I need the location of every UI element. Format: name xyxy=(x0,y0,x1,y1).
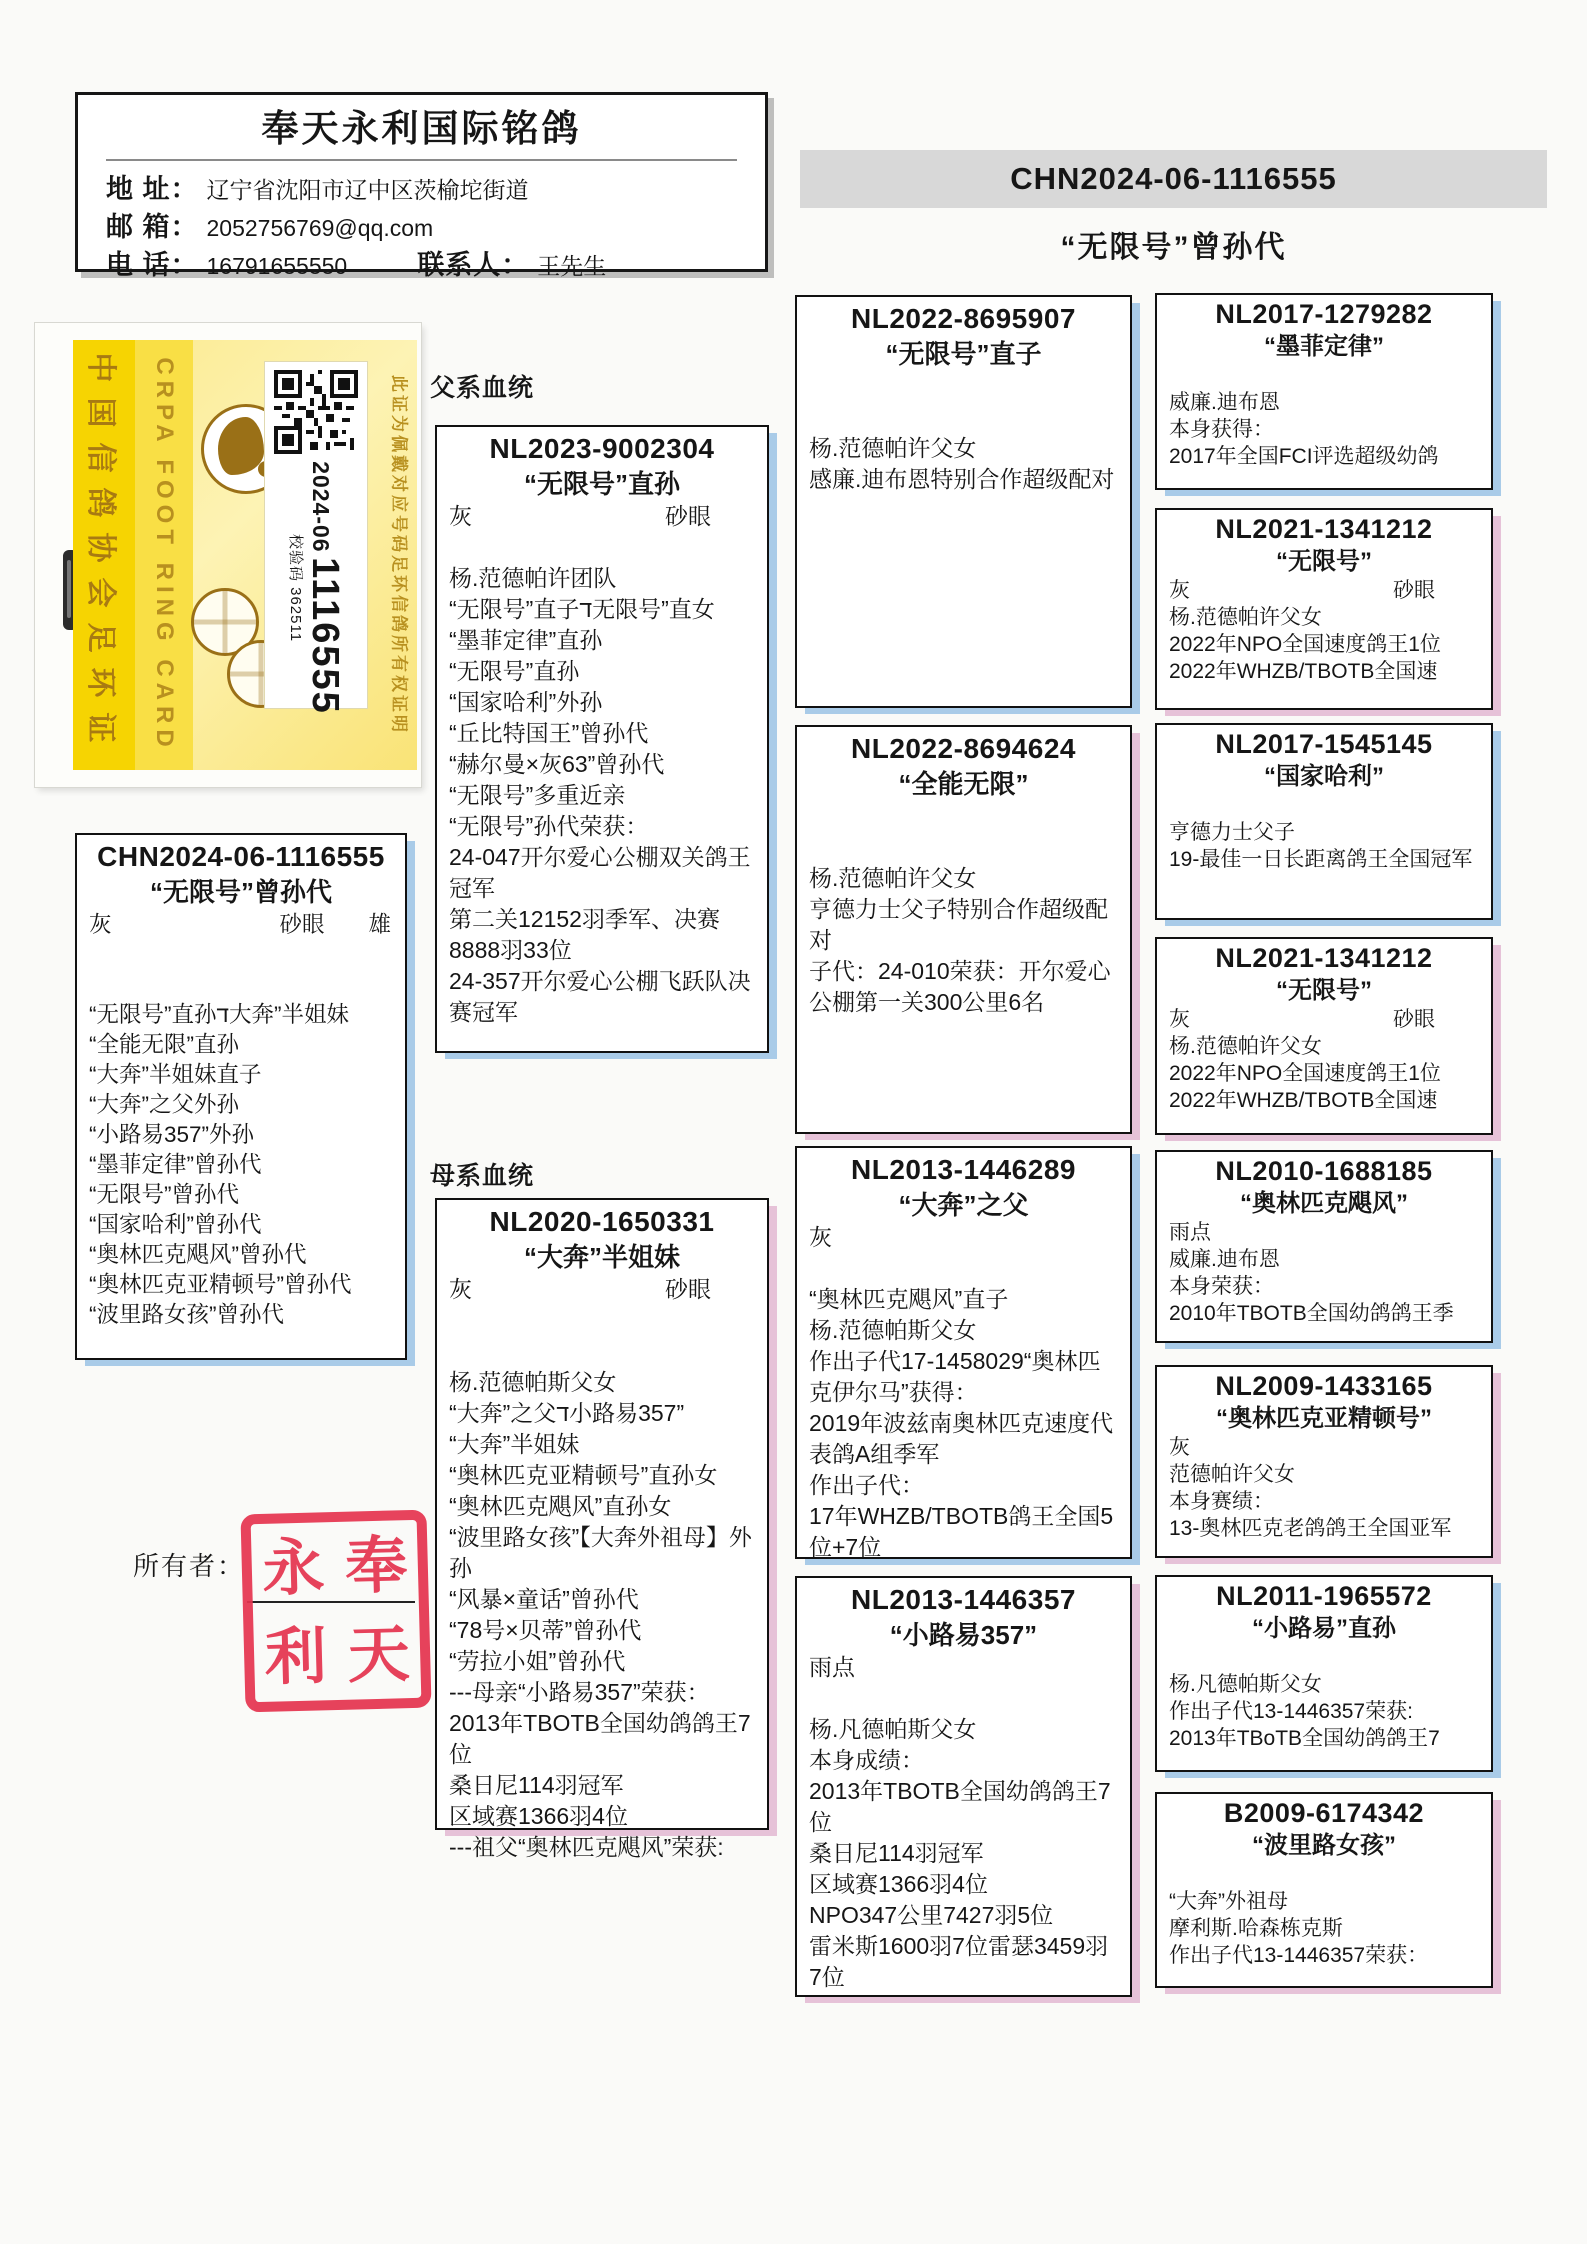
ring-number-strip xyxy=(265,362,367,715)
ggp8-name: “波里路女孩” xyxy=(1252,1832,1396,1859)
pedigree-line: 杨.凡德帕斯父女 xyxy=(809,1716,977,1742)
pedigree-line: “波里路女孩”【大奔外祖母】外孙 xyxy=(449,1524,752,1581)
owner-label: 所有者： xyxy=(133,1551,246,1581)
card-title-text: CRPA FOOT RING CARD xyxy=(151,357,178,753)
pedigree-line: “奥林匹克亚精顿号”曾孙代 xyxy=(89,1272,352,1297)
great-grandparent-box-7 xyxy=(1155,1575,1493,1772)
foot-ring-card xyxy=(35,323,421,787)
ownership-note-band xyxy=(381,340,421,770)
great-grandparent-box-1 xyxy=(1155,293,1493,490)
pedigree-line: 本身获得： xyxy=(1169,418,1274,441)
ggp2-color: 灰 xyxy=(1169,579,1190,602)
card-title-band xyxy=(135,340,193,770)
ownership-note-text: 此证为佩戴对应号码足环信鸽所有权证明 xyxy=(389,375,409,735)
pedigree-line: “大奔”半姐妹 xyxy=(449,1431,580,1457)
pedigree-line: 子代：24-010荣获：开尔爱心公棚第一关300公里6名 xyxy=(809,958,1111,1015)
mother-box xyxy=(435,1198,769,1860)
pedigree-line: 区域赛1366羽4位 xyxy=(449,1803,628,1829)
gp2-ring-number: NL2022-8694624 xyxy=(851,733,1076,764)
grandparent-box-2 xyxy=(795,725,1132,1134)
pedigree-line: 桑日尼114羽冠军 xyxy=(809,1840,984,1866)
ggp6-lines xyxy=(1169,1434,1479,1542)
pedigree-line: 感廉.迪布恩特别合作超级配对 xyxy=(809,466,1115,492)
email-label: 邮 箱： xyxy=(106,212,199,242)
pedigree-line: “大奔”之父外孙 xyxy=(89,1092,239,1117)
subject-sex: 雄 xyxy=(368,912,391,937)
pedigree-line: 杨.范德帕许父女 xyxy=(809,435,977,461)
ggp5-name: “奥林匹克飓风” xyxy=(1240,1190,1408,1217)
foot-ring-card-face xyxy=(73,340,417,770)
subject-color: 灰 xyxy=(89,912,112,937)
seal-char: 天 xyxy=(346,1616,411,1692)
ggp3-ring-number: NL2017-1545145 xyxy=(1215,729,1433,759)
subject-ring-number: CHN2024-06-1116555 xyxy=(97,841,385,872)
pedigree-line: 杨.凡德帕斯父女 xyxy=(1169,1673,1322,1696)
loft-seal-stamp xyxy=(240,1510,431,1713)
pedigree-line: 13-奥林匹克老鸽鸽王全国亚军 xyxy=(1169,1517,1452,1540)
ggp2-lines xyxy=(1169,604,1479,685)
ring-year-code: 2024-06 xyxy=(308,461,335,553)
ggp5-ring-number: NL2010-1688185 xyxy=(1215,1156,1433,1186)
pedigree-line xyxy=(809,801,1118,832)
gp2-lines xyxy=(809,801,1118,1018)
grandparent-box-4 xyxy=(795,1576,1132,1997)
pedigree-line: “丘比特国王”曾孙代 xyxy=(449,720,649,746)
pedigree-line: 杨.范德帕许父女 xyxy=(809,865,977,891)
pedigree-line: 17年WHZB/TBOTB鸽王全国5位+7位 xyxy=(809,1503,1114,1560)
pedigree-line: ---母亲“小路易357”荣获： xyxy=(449,1679,710,1705)
pedigree-line: 杨.范德帕许父女 xyxy=(1169,1035,1322,1058)
mother-color: 灰 xyxy=(449,1276,472,1302)
pedigree-line: “全能无限”直孙 xyxy=(89,1032,239,1057)
pedigree-line: “国家哈利”曾孙代 xyxy=(89,1212,262,1237)
seal-char: 利 xyxy=(263,1618,328,1694)
gp4-ring-number: NL2013-1446357 xyxy=(851,1584,1076,1615)
pedigree-line: 桑日尼114羽冠军 xyxy=(449,1772,624,1798)
seal-char: 奉 xyxy=(344,1527,409,1603)
gp1-lines xyxy=(809,371,1118,495)
ggp8-ring-number: B2009-6174342 xyxy=(1223,1798,1425,1828)
father-ring-number: NL2023-9002304 xyxy=(489,433,715,464)
pedigree-line: “国家哈利”外孙 xyxy=(449,689,603,715)
pedigree-line xyxy=(89,970,393,1000)
pedigree-line: 区域赛1366羽4位 xyxy=(809,1871,988,1897)
ring-number-rotated xyxy=(287,461,345,715)
pedigree-line: 2013年TBOTB全国幼鸽鸽王7位 xyxy=(809,1778,1111,1835)
pedigree-line: 2013年TBoTB全国幼鸽鸽王7 xyxy=(1169,1727,1440,1750)
gp3-name: “大奔”之父 xyxy=(898,1190,1029,1220)
mother-eye: 砂眼 xyxy=(665,1276,711,1302)
pedigree-line: 杨.范德帕许团队 xyxy=(449,565,617,591)
gp2-name: “全能无限” xyxy=(898,769,1029,799)
pedigree-line: “无限号”直孙 xyxy=(449,658,580,684)
ggp6-name: “奥林匹克亚精顿号” xyxy=(1216,1405,1432,1432)
father-eye: 砂眼 xyxy=(665,503,711,529)
pedigree-line xyxy=(89,940,393,970)
ring-serial: 1116555 xyxy=(304,557,347,715)
pedigree-line: “赫尔曼×灰63”曾孙代 xyxy=(449,751,665,777)
ggp4-ring-number: NL2021-1341212 xyxy=(1215,943,1433,973)
loft-header-box xyxy=(75,92,768,280)
pedigree-line: “奥林匹克飓风”直孙女 xyxy=(449,1493,672,1519)
great-grandparent-box-6 xyxy=(1155,1365,1493,1558)
ggp8-lines xyxy=(1169,1861,1479,1969)
association-band xyxy=(73,340,135,770)
address-value: 辽宁省沈阳市辽中区茨榆坨街道 xyxy=(206,177,529,203)
pedigree-line: 威廉.迪布恩 xyxy=(1169,1248,1280,1271)
gp3-lines xyxy=(809,1253,1118,1563)
pedigree-line: “奥林匹克亚精顿号”直孙女 xyxy=(449,1462,718,1488)
pedigree-line: 摩利斯.哈森栋克斯 xyxy=(1169,1917,1343,1940)
pedigree-line: “大奔”半姐妹直子 xyxy=(89,1062,262,1087)
great-grandparent-box-8 xyxy=(1155,1792,1493,1988)
father-name: “无限号”直孙 xyxy=(523,469,680,499)
pedigree-line: “大奔”外祖母 xyxy=(1169,1890,1288,1913)
pedigree-line: 2022年NPO全国速度鸽王1位 xyxy=(1169,633,1441,656)
pedigree-line xyxy=(809,371,1118,402)
phone-label: 电 话： xyxy=(106,250,199,280)
pedigree-line: “无限号”直子ד无限号”直女 xyxy=(449,596,715,622)
pedigree-line: 2019年波兹南奥林匹克速度代表鸽A组季军 xyxy=(809,1410,1114,1467)
gp4-lines xyxy=(809,1683,1118,1993)
subject-pedigree-lines xyxy=(89,940,393,1330)
pedigree-line: 杨.范德帕斯父女 xyxy=(449,1369,617,1395)
pedigree-line: “奥林匹克飓风”直子 xyxy=(809,1286,1009,1312)
pedigree-line: 雨点 xyxy=(1169,1221,1211,1244)
pedigree-line: 作出子代17-1458029“奥林匹克伊尔马”获得： xyxy=(809,1348,1101,1405)
pedigree-line: “小路易357”外孙 xyxy=(89,1122,255,1147)
pedigree-line xyxy=(809,1253,1118,1284)
pedigree-line: “无限号”多重近亲 xyxy=(449,782,626,808)
ggp2-name: “无限号” xyxy=(1276,548,1372,575)
pedigree-line: 杨.范德帕许父女 xyxy=(1169,606,1322,629)
ggp7-lines xyxy=(1169,1644,1479,1752)
pedigree-line: “劳拉小姐”曾孙代 xyxy=(449,1648,626,1674)
ggp3-name: “国家哈利” xyxy=(1264,763,1384,790)
gp3-color: 灰 xyxy=(809,1224,832,1250)
maternal-section-label: 母系血统 xyxy=(430,1162,535,1190)
pedigree-line: 作出子代13-1446357荣获: xyxy=(1169,1700,1413,1723)
pedigree-line xyxy=(449,532,755,563)
mother-pedigree-lines xyxy=(449,1305,755,1863)
ggp5-lines xyxy=(1169,1219,1479,1327)
ggp7-ring-number: NL2011-1965572 xyxy=(1216,1581,1432,1611)
ggp4-name: “无限号” xyxy=(1276,977,1372,1004)
ggp3-lines xyxy=(1169,792,1479,873)
ggp7-name: “小路易”直孙 xyxy=(1252,1615,1396,1642)
ggp4-color: 灰 xyxy=(1169,1008,1190,1031)
seal-char: 永 xyxy=(261,1529,326,1605)
pedigree-line: “无限号”曾孙代 xyxy=(89,1182,239,1207)
gp4-color: 雨点 xyxy=(809,1654,855,1680)
ring-number-banner: CHN2024-06-1116555 xyxy=(800,150,1547,208)
pedigree-line: 本身荣获： xyxy=(1169,1275,1274,1298)
pedigree-line: 本身成绩： xyxy=(809,1747,924,1773)
ggp2-eye: 砂眼 xyxy=(1393,579,1435,602)
ggp2-ring-number: NL2021-1341212 xyxy=(1215,514,1433,544)
pedigree-line xyxy=(809,832,1118,863)
pedigree-line: 2013年TBOTB全国幼鸽鸽王7位 xyxy=(449,1710,751,1767)
pedigree-line: 2017年全国FCI评选超级幼鸽 xyxy=(1169,445,1439,468)
pedigree-line xyxy=(449,1336,755,1367)
gp4-name: “小路易357” xyxy=(889,1620,1038,1650)
pedigree-line: 雷米斯1600羽7位雷瑟3459羽7位 xyxy=(809,1933,1109,1990)
ggp4-eye: 砂眼 xyxy=(1393,1008,1435,1031)
pedigree-line: “大奔”之父ד小路易357” xyxy=(449,1400,685,1426)
pedigree-line: 2010年TBOTB全国幼鸽鸽王季 xyxy=(1169,1302,1454,1325)
paternal-section-label: 父系血统 xyxy=(430,374,535,402)
ggp1-ring-number: NL2017-1279282 xyxy=(1215,299,1433,329)
pedigree-line xyxy=(449,1305,755,1336)
ggp1-lines xyxy=(1169,362,1479,470)
pedigree-line: 亨德力士父子 xyxy=(1169,821,1295,844)
pedigree-line: “波里路女孩”曾孙代 xyxy=(89,1302,284,1327)
gp1-ring-number: NL2022-8695907 xyxy=(851,303,1076,334)
pedigree-line: 24-047开尔爱心公棚双关鸽王冠军 xyxy=(449,844,751,901)
pedigree-line: 24-357开尔爱心公棚飞跃队决赛冠军 xyxy=(449,968,751,1025)
pedigree-line xyxy=(1169,362,1479,389)
father-color: 灰 xyxy=(449,503,472,529)
great-grandparent-box-2 xyxy=(1155,508,1493,710)
pedigree-line: 19-最佳一日长距离鸽王全国冠军 xyxy=(1169,848,1473,871)
pedigree-line: 威廉.迪布恩 xyxy=(1169,391,1280,414)
gp1-name: “无限号”直子 xyxy=(885,339,1042,369)
contact-label: 联系人： xyxy=(417,250,530,280)
association-band-text: 中国信鸽协会足环证 xyxy=(84,352,117,758)
pedigree-line xyxy=(809,402,1118,433)
pedigree-line: “奥林匹克飓风”曾孙代 xyxy=(89,1242,307,1267)
pedigree-line: 本身赛绩： xyxy=(1169,1490,1274,1513)
pedigree-line: 亨德力士父子特别合作超级配对 xyxy=(809,896,1108,953)
pedigree-line: 作出子代： xyxy=(809,1472,924,1498)
pedigree-line xyxy=(1169,1861,1479,1888)
great-grandparent-box-3 xyxy=(1155,723,1493,920)
pedigree-line: “无限号”孙代荣获： xyxy=(449,813,649,839)
pedigree-line: 灰 xyxy=(1169,1436,1190,1459)
crpa-swirl-icon xyxy=(218,417,264,475)
pedigree-line: 第二关12152羽季军、决赛8888羽33位 xyxy=(449,906,720,963)
phone-value: 16791655550 xyxy=(206,253,348,279)
qr-code-icon xyxy=(274,370,358,454)
ggp1-name: “墨菲定律” xyxy=(1264,333,1384,360)
address-label: 地 址： xyxy=(106,174,199,204)
mother-ring-number: NL2020-1650331 xyxy=(489,1206,715,1237)
pedigree-line: 2022年NPO全国速度鸽王1位 xyxy=(1169,1062,1441,1085)
father-pedigree-lines xyxy=(449,532,755,1028)
pedigree-subtitle: “无限号”曾孙代 xyxy=(1060,231,1287,264)
pedigree-line xyxy=(1169,1644,1479,1671)
pedigree-line: “风暴×童话”曾孙代 xyxy=(449,1586,639,1612)
great-grandparent-box-4 xyxy=(1155,937,1493,1135)
pedigree-line: 2022年WHZB/TBOTB全国速 xyxy=(1169,660,1438,683)
pedigree-line: 作出子代13-1446357荣获： xyxy=(1169,1944,1429,1967)
ggp4-lines xyxy=(1169,1033,1479,1114)
father-box xyxy=(435,425,769,1053)
pedigree-line xyxy=(1169,792,1479,819)
great-grandparent-box-5 xyxy=(1155,1150,1493,1343)
header-divider xyxy=(106,159,737,161)
pedigree-line: 2022年WHZB/TBOTB全国速 xyxy=(1169,1089,1438,1112)
grandparent-box-3 xyxy=(795,1146,1132,1559)
pedigree-line: “墨菲定律”直孙 xyxy=(449,627,603,653)
contact-value: 王先生 xyxy=(537,253,607,279)
pedigree-line: “墨菲定律”曾孙代 xyxy=(89,1152,262,1177)
ggp6-ring-number: NL2009-1433165 xyxy=(1215,1371,1433,1401)
grandparent-box-1 xyxy=(795,295,1132,708)
pedigree-line: NPO347公里7427羽5位 xyxy=(809,1902,1054,1928)
pedigree-line: 杨.范德帕斯父女 xyxy=(809,1317,977,1343)
pedigree-line: ---祖父“奥林匹克飓风”荣获: xyxy=(449,1834,724,1860)
mother-name: “大奔”半姐妹 xyxy=(523,1242,680,1272)
subject-name: “无限号”曾孙代 xyxy=(149,877,332,907)
email-value: 2052756769@qq.com xyxy=(206,215,434,241)
pedigree-line: 范德帕许父女 xyxy=(1169,1463,1295,1486)
check-code: 校验码 362511 xyxy=(287,533,305,643)
pedigree-line: “无限号”直孙ד大奔”半姐妹 xyxy=(89,1002,349,1027)
gp3-ring-number: NL2013-1446289 xyxy=(851,1154,1076,1185)
pedigree-line xyxy=(809,1683,1118,1714)
loft-title: 奉天永利国际铭鸽 xyxy=(261,108,582,149)
subject-bird-box xyxy=(75,833,407,1360)
pedigree-line: “78号×贝蒂”曾孙代 xyxy=(449,1617,642,1643)
subject-eye: 砂眼 xyxy=(279,912,325,937)
